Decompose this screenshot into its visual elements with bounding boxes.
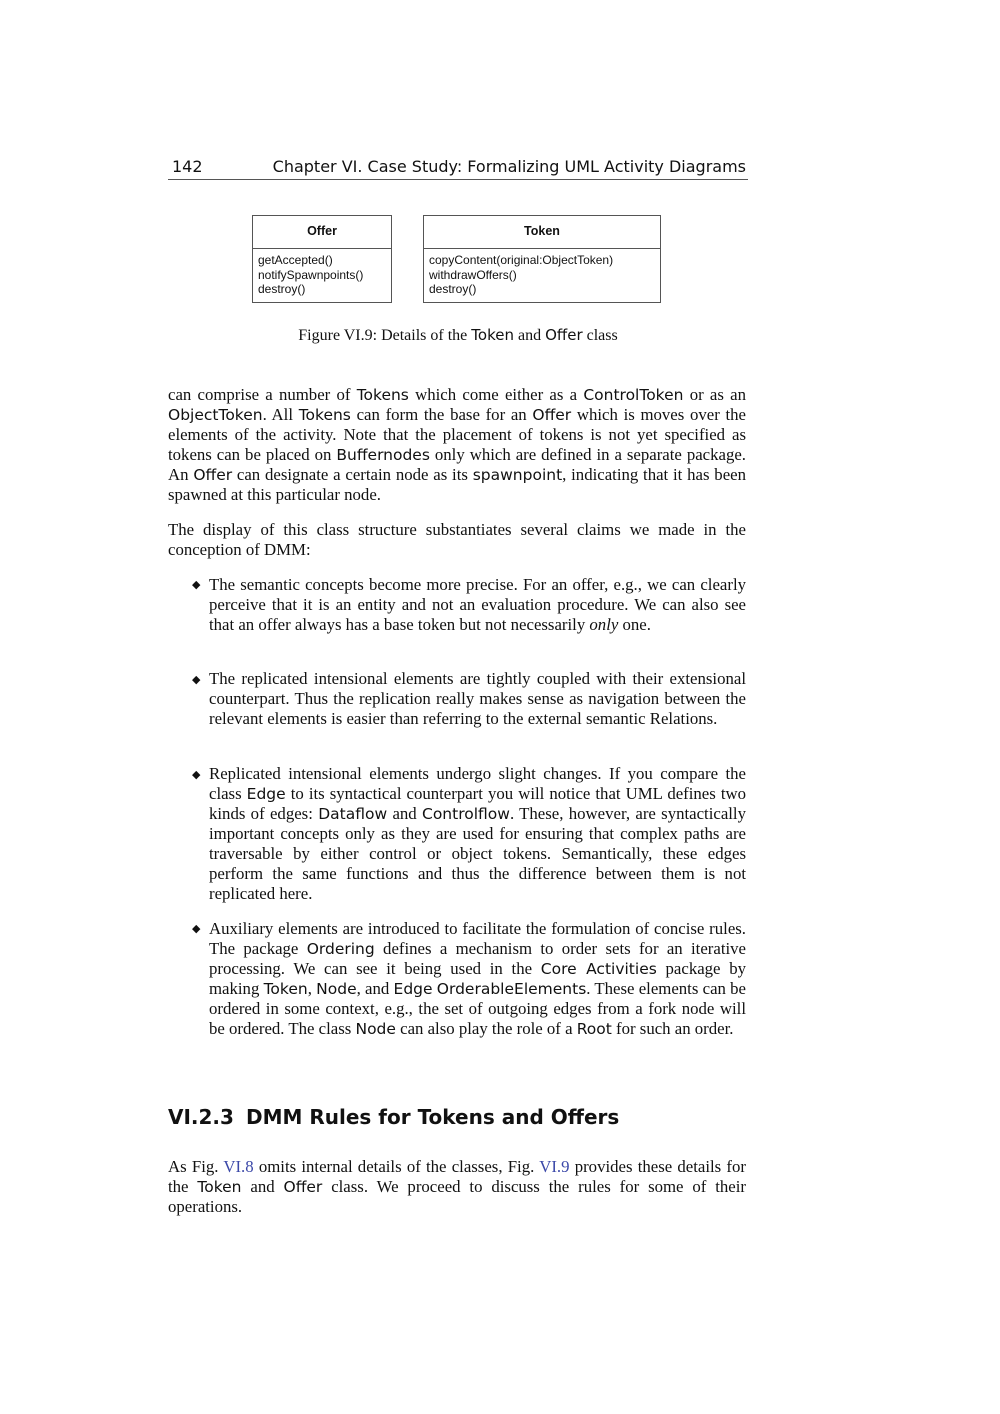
operation: destroy() xyxy=(429,282,477,297)
class-name: Token xyxy=(424,216,660,249)
running-header xyxy=(168,155,748,180)
section-number: VI.2.3 xyxy=(168,1105,234,1129)
figure-ref-link[interactable]: VI.9 xyxy=(539,1157,570,1176)
bullet-item: Replicated intensional elements undergo slight changes. If you compare the class Edge to its syntactical counterpart you will notice that UML defines two kinds of edges: Dataflow and Controlflow. These, however, are syntactically important concepts only as they are used for ensuring that complex paths are traversable by either control or object tokens. Semantically, these edges perform the same functions and thus the difference between them is not replicated here. xyxy=(209,764,746,903)
uml-class-token xyxy=(423,215,661,303)
class-operations xyxy=(424,249,660,301)
diamond-bullet-icon: ◆ xyxy=(192,768,201,781)
class-name: Offer xyxy=(253,216,391,249)
bullet-item: The semantic concepts become more precise. For an offer, e.g., we can clearly perceive that it is an entity and not an evaluation procedure. We can also see that an offer always has a base token but not necessarily only one. xyxy=(209,575,746,634)
operation: copyContent(original:ObjectToken) xyxy=(429,253,614,267)
figure-caption: Figure VI.9: Details of the Token and Offer class xyxy=(298,326,618,344)
diamond-bullet-icon: ◆ xyxy=(192,922,201,935)
section-title: DMM Rules for Tokens and Offers xyxy=(246,1105,620,1129)
operation: notifySpawnpoints() xyxy=(258,267,364,282)
paragraph-2: The display of this class structure substantiates several claims we made in the conception of DMM: xyxy=(168,520,746,559)
section-heading xyxy=(168,1105,619,1129)
uml-class-offer xyxy=(252,215,392,303)
diamond-bullet-icon: ◆ xyxy=(192,578,201,591)
chapter-title: Chapter VI. Case Study: Formalizing UML Activity Diagrams xyxy=(272,157,746,176)
bullet-item: The replicated intensional elements are tightly coupled with their extensional counterpart. Thus the replication really makes sense as navigation between the relevant elements is easier than referring to the external semantic Relations. xyxy=(209,669,746,728)
operation: withdrawOffers() xyxy=(429,267,517,282)
paragraph-3: As Fig. VI.8 omits internal details of the classes, Fig. VI.9 provides these details for the Token and Offer class. We proceed to discuss the rules for some of their operations. xyxy=(168,1157,746,1216)
bullet-item: Auxiliary elements are introduced to facilitate the formulation of concise rules. The package Ordering defines a mechanism to order sets for an iterative processing. We can see it being used in the Core Activities package by making Token, Node, and Edge OrderableElements. These elements can be ordered in some context, e.g., the set of outgoing edges from a fork node will be ordered. The class Node can also play the role of a Root for such an order. xyxy=(209,919,747,1038)
class-operations xyxy=(253,249,391,301)
operation: destroy() xyxy=(258,282,306,297)
page-number: 142 xyxy=(172,157,203,176)
paragraph-1: can comprise a number of Tokens which come either as a ControlToken or as an ObjectToken. All Tokens can form the base for an Offer which is moves over the elements of the activity. Note that the placement of tokens is not yet specified as tokens can be placed on Buffernodes only which are defined in a separate package. An Offer can designate a certain node as its spawnpoint, indicating that it has been spawned at this particular node. xyxy=(168,385,746,504)
figure-ref-link[interactable]: VI.8 xyxy=(223,1157,254,1176)
diamond-bullet-icon: ◆ xyxy=(192,673,201,686)
operation: getAccepted() xyxy=(258,253,333,267)
